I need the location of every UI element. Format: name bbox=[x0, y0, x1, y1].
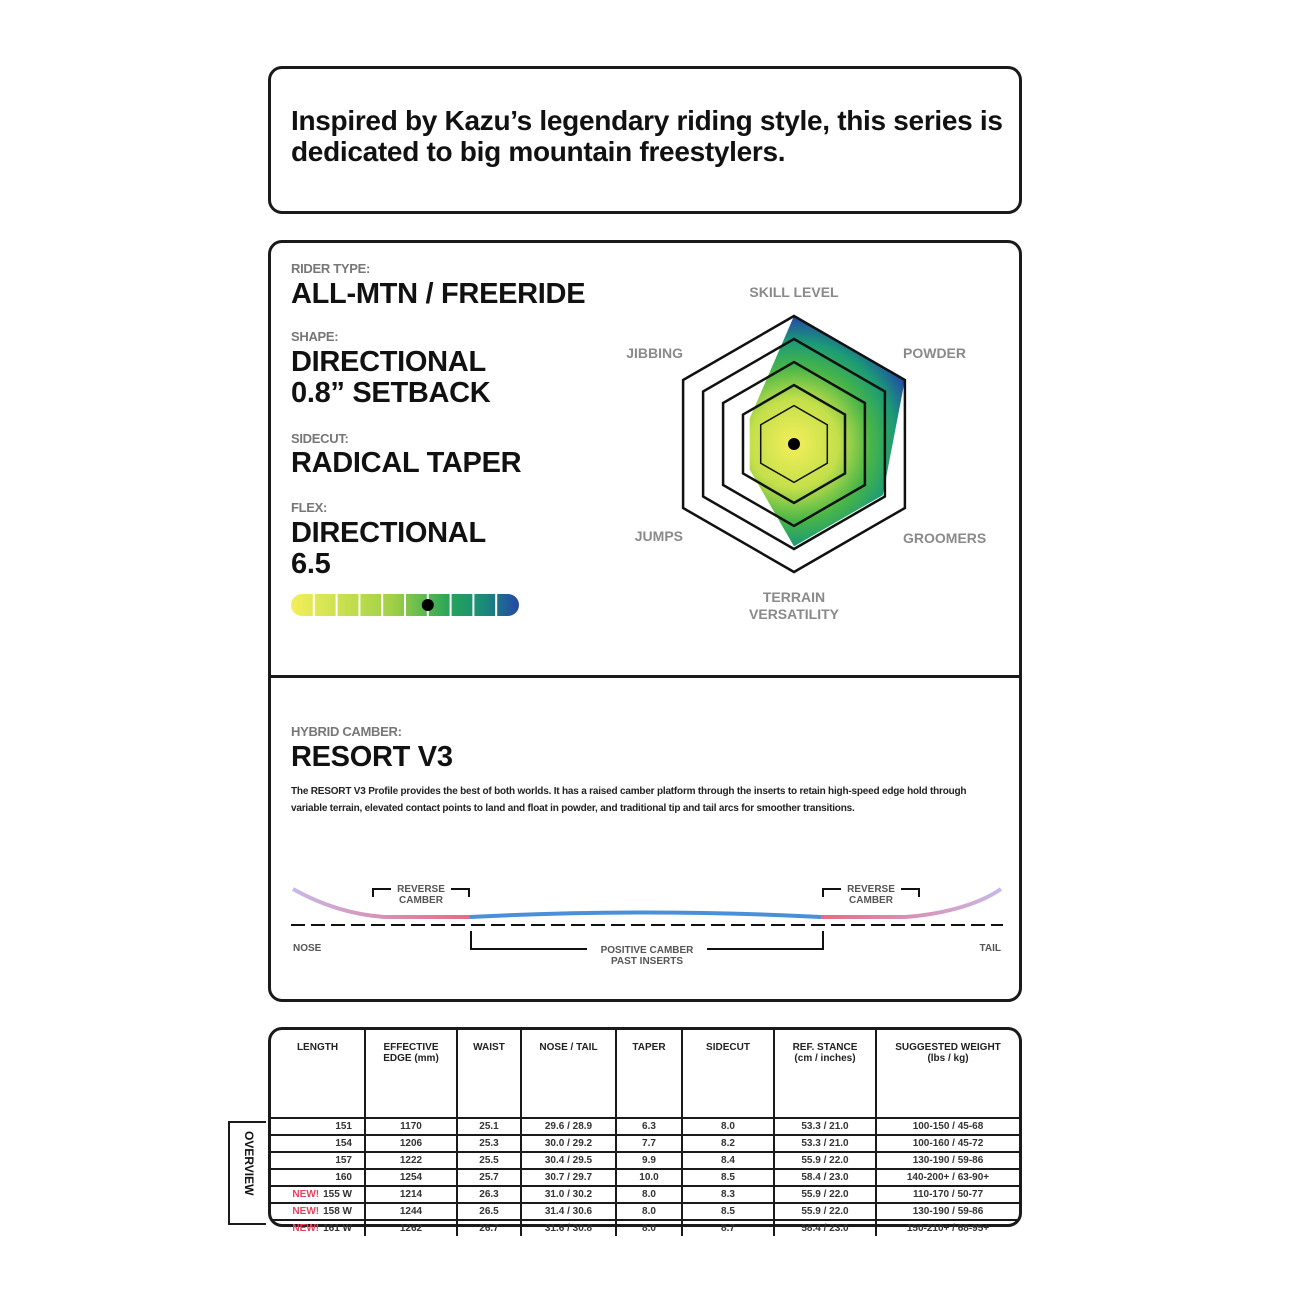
table-header-text: (lbs / kg) bbox=[927, 1053, 969, 1064]
table-cell-stance: 55.9 / 22.0 bbox=[774, 1152, 876, 1169]
radar-label-skill-level: SKILL LEVEL bbox=[749, 284, 839, 300]
table-header-text: SUGGESTED WEIGHT bbox=[895, 1042, 1001, 1053]
table-header-text: WAIST bbox=[473, 1042, 505, 1053]
table-header-1 bbox=[365, 1030, 457, 1118]
table-cell-waist: 26.5 bbox=[457, 1203, 521, 1220]
table-cell-waist: 25.3 bbox=[457, 1135, 521, 1152]
table-cell-waist: 25.7 bbox=[457, 1169, 521, 1186]
camber-value: RESORT V3 bbox=[291, 741, 453, 773]
shape-value-line2: 0.8” SETBACK bbox=[291, 377, 491, 409]
flex-value-line2: 6.5 bbox=[291, 548, 331, 580]
table-cell-weight: 100-150 / 45-68 bbox=[876, 1118, 1019, 1135]
table-cell-waist: 26.7 bbox=[457, 1220, 521, 1236]
radar-label-terrain-line1: TERRAIN bbox=[762, 589, 826, 605]
shape-label: SHAPE: bbox=[291, 329, 339, 344]
rider-type-label: RIDER TYPE: bbox=[291, 261, 371, 276]
specs-card bbox=[268, 240, 1022, 1002]
flex-value-line1: DIRECTIONAL bbox=[291, 517, 486, 549]
table-header-6 bbox=[774, 1030, 876, 1118]
table-header-5 bbox=[682, 1030, 774, 1118]
table-row bbox=[271, 1220, 1019, 1236]
table-row bbox=[271, 1118, 1019, 1135]
table-cell-stance: 53.3 / 21.0 bbox=[774, 1118, 876, 1135]
flex-label: FLEX: bbox=[291, 500, 328, 515]
shape-value-line1: DIRECTIONAL bbox=[291, 346, 486, 378]
positive-camber-line2: PAST INSERTS bbox=[610, 956, 684, 967]
camber-profile-diagram bbox=[285, 871, 1009, 971]
table-row bbox=[271, 1169, 1019, 1186]
table-cell-stance: 55.9 / 22.0 bbox=[774, 1186, 876, 1203]
table-header-text: EFFECTIVE bbox=[383, 1042, 439, 1053]
table-cell-sidecut: 8.2 bbox=[682, 1135, 774, 1152]
length-value: 158 W bbox=[323, 1206, 352, 1217]
reverse-camber-nose-line2: CAMBER bbox=[399, 895, 443, 906]
table-cell-weight: 140-200+ / 63-90+ bbox=[876, 1169, 1019, 1186]
table-cell-taper: 8.0 bbox=[616, 1203, 682, 1220]
table-header-text: LENGTH bbox=[296, 1042, 339, 1053]
table-cell-taper: 9.9 bbox=[616, 1152, 682, 1169]
table-cell-weight: 130-190 / 59-86 bbox=[876, 1152, 1019, 1169]
positive-camber-line1: POSITIVE CAMBER bbox=[600, 945, 694, 956]
table-cell-taper: 6.3 bbox=[616, 1118, 682, 1135]
camber-description: The RESORT V3 Profile provides the best of both worlds. It has a raised camber platform through the inserts to retain high-speed edge hold through variable terrain, elevated contact points to land and float in powder, and traditional tip and tail arcs for smoother transitions. bbox=[291, 786, 967, 814]
table-cell-nose_tail: 30.0 / 29.2 bbox=[521, 1135, 616, 1152]
table-cell-length bbox=[271, 1169, 365, 1186]
table-cell-weight: 130-190 / 59-86 bbox=[876, 1203, 1019, 1220]
new-badge: NEW! bbox=[292, 1206, 320, 1217]
table-cell-taper: 8.0 bbox=[616, 1220, 682, 1236]
radar-center-dot bbox=[788, 438, 800, 450]
table-cell-nose_tail: 30.4 / 29.5 bbox=[521, 1152, 616, 1169]
table-cell-edge: 1244 bbox=[365, 1203, 457, 1220]
table-cell-sidecut: 8.3 bbox=[682, 1186, 774, 1203]
length-value: 157 bbox=[335, 1155, 352, 1166]
flex-scale bbox=[289, 591, 523, 619]
reverse-camber-tail-line1: REVERSE bbox=[847, 884, 895, 895]
table-cell-length bbox=[271, 1152, 365, 1169]
table-cell-stance: 55.9 / 22.0 bbox=[774, 1203, 876, 1220]
table-cell-sidecut: 8.7 bbox=[682, 1220, 774, 1236]
rider-radar-chart bbox=[601, 273, 1001, 643]
table-header-text: TAPER bbox=[632, 1042, 666, 1053]
radar-label-powder: POWDER bbox=[903, 345, 966, 361]
table-header-text: SIDECUT bbox=[706, 1042, 750, 1053]
table-cell-edge: 1170 bbox=[365, 1118, 457, 1135]
table-cell-waist: 26.3 bbox=[457, 1186, 521, 1203]
table-cell-sidecut: 8.5 bbox=[682, 1203, 774, 1220]
overview-tab[interactable] bbox=[228, 1121, 266, 1225]
table-header-text: REF. STANCE bbox=[792, 1042, 858, 1053]
length-value: 151 bbox=[335, 1121, 352, 1132]
table-row bbox=[271, 1186, 1019, 1203]
table-cell-sidecut: 8.4 bbox=[682, 1152, 774, 1169]
table-cell-weight: 150-210+ / 68-95+ bbox=[876, 1220, 1019, 1236]
table-cell-waist: 25.1 bbox=[457, 1118, 521, 1135]
table-header-2 bbox=[457, 1030, 521, 1118]
table-cell-taper: 8.0 bbox=[616, 1186, 682, 1203]
table-cell-edge: 1222 bbox=[365, 1152, 457, 1169]
length-value: 160 bbox=[335, 1172, 352, 1183]
table-cell-stance: 53.3 / 21.0 bbox=[774, 1135, 876, 1152]
flex-marker bbox=[422, 599, 434, 611]
table-row bbox=[271, 1135, 1019, 1152]
tail-label: TAIL bbox=[979, 943, 1001, 954]
table-cell-nose_tail: 31.6 / 30.8 bbox=[521, 1220, 616, 1236]
table-cell-length bbox=[271, 1203, 365, 1220]
table-cell-edge: 1254 bbox=[365, 1169, 457, 1186]
sidecut-value: RADICAL TAPER bbox=[291, 447, 522, 479]
radar-label-jumps: JUMPS bbox=[634, 528, 683, 544]
table-cell-weight: 110-170 / 50-77 bbox=[876, 1186, 1019, 1203]
reverse-camber-tail-line2: CAMBER bbox=[849, 895, 893, 906]
table-cell-taper: 10.0 bbox=[616, 1169, 682, 1186]
table-cell-stance: 58.4 / 23.0 bbox=[774, 1220, 876, 1236]
new-badge: NEW! bbox=[292, 1189, 320, 1200]
spec-table-card bbox=[268, 1027, 1022, 1234]
table-cell-stance: 58.4 / 23.0 bbox=[774, 1169, 876, 1186]
radar-label-terrain-line2: VERSATILITY bbox=[749, 606, 839, 622]
table-cell-nose_tail: 30.7 / 29.7 bbox=[521, 1169, 616, 1186]
overview-tab-label: OVERVIEW bbox=[242, 1131, 256, 1196]
table-cell-length bbox=[271, 1135, 365, 1152]
camber-label: HYBRID CAMBER: bbox=[291, 724, 402, 739]
table-cell-sidecut: 8.5 bbox=[682, 1169, 774, 1186]
nose-label: NOSE bbox=[293, 943, 322, 954]
intro-text: Inspired by Kazu’s legendary riding style, this series is dedicated to big mountain freestylers. bbox=[291, 105, 1003, 167]
table-row bbox=[271, 1152, 1019, 1169]
table-cell-nose_tail: 31.4 / 30.6 bbox=[521, 1203, 616, 1220]
table-row bbox=[271, 1203, 1019, 1220]
table-cell-taper: 7.7 bbox=[616, 1135, 682, 1152]
table-header-text: (cm / inches) bbox=[794, 1053, 856, 1064]
table-cell-edge: 1206 bbox=[365, 1135, 457, 1152]
reverse-camber-nose-line1: REVERSE bbox=[397, 884, 445, 895]
table-header-text: NOSE / TAIL bbox=[539, 1042, 598, 1053]
sidecut-label: SIDECUT: bbox=[291, 431, 349, 446]
table-cell-nose_tail: 31.0 / 30.2 bbox=[521, 1186, 616, 1203]
spec-table bbox=[271, 1030, 1019, 1236]
intro-card bbox=[268, 66, 1022, 214]
table-header-row bbox=[271, 1030, 1019, 1118]
table-cell-length bbox=[271, 1118, 365, 1135]
rider-type-value: ALL-MTN / FREERIDE bbox=[291, 278, 586, 310]
table-header-0 bbox=[271, 1030, 365, 1118]
table-cell-weight: 100-160 / 45-72 bbox=[876, 1135, 1019, 1152]
table-header-3 bbox=[521, 1030, 616, 1118]
table-cell-sidecut: 8.0 bbox=[682, 1118, 774, 1135]
table-header-4 bbox=[616, 1030, 682, 1118]
table-header-text: EDGE (mm) bbox=[383, 1053, 439, 1064]
radar-label-jibbing: JIBBING bbox=[626, 345, 683, 361]
radar-label-groomers: GROOMERS bbox=[903, 530, 987, 546]
new-badge: NEW! bbox=[292, 1223, 320, 1234]
table-body bbox=[271, 1118, 1019, 1236]
table-cell-waist: 25.5 bbox=[457, 1152, 521, 1169]
length-value: 154 bbox=[335, 1138, 352, 1149]
section-divider bbox=[271, 675, 1019, 678]
table-cell-nose_tail: 29.6 / 28.9 bbox=[521, 1118, 616, 1135]
table-cell-edge: 1214 bbox=[365, 1186, 457, 1203]
length-value: 155 W bbox=[323, 1189, 352, 1200]
table-cell-edge: 1262 bbox=[365, 1220, 457, 1236]
table-header-7 bbox=[876, 1030, 1019, 1118]
table-cell-length bbox=[271, 1186, 365, 1203]
length-value: 161 W bbox=[323, 1223, 352, 1234]
table-cell-length bbox=[271, 1220, 365, 1236]
